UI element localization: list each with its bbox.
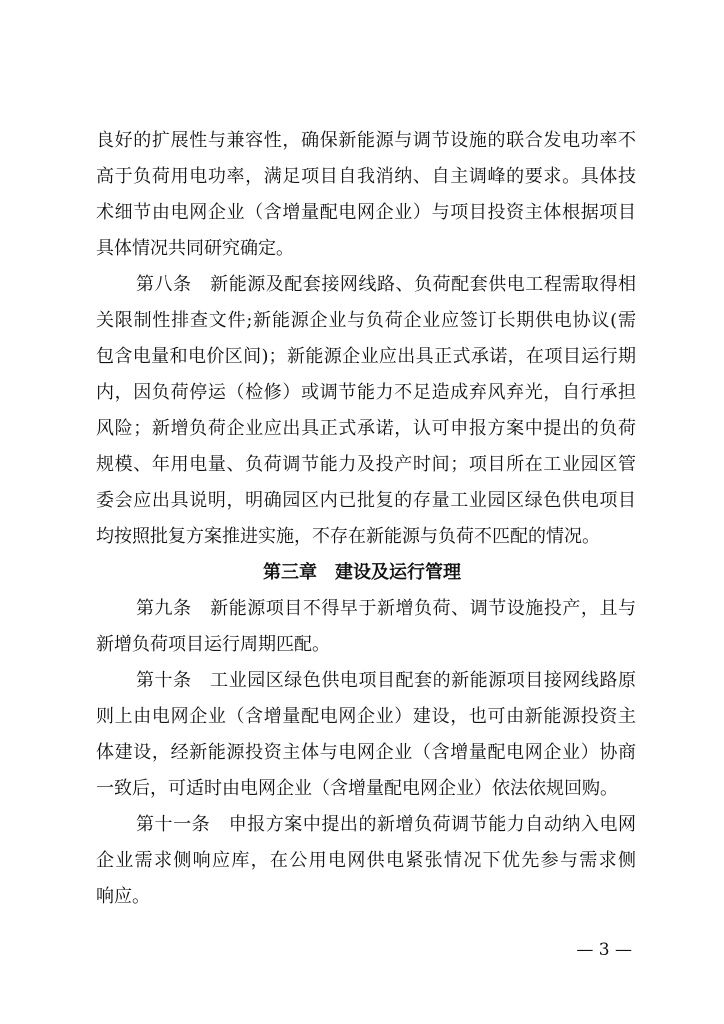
paragraph-line: 均按照批复方案推进实施，不存在新能源与负荷不匹配的情况。 <box>96 526 600 547</box>
article-9-first-line: 第九条 新能源项目不得早于新增负荷、调节设施投产，且与 <box>136 598 636 619</box>
paragraph-line: 良好的扩展性与兼容性，确保新能源与调节设施的联合发电功率不 <box>96 130 636 151</box>
paragraph-line: 术细节由电网企业（含增量配电网企业）与项目投资主体根据项目 <box>96 202 636 223</box>
paragraph-line: 企业需求侧响应库，在公用电网供电紧张情况下优先参与需求侧 <box>96 850 636 871</box>
paragraph-line: 内，因负荷停运（检修）或调节能力不足造成弃风弃光，自行承担 <box>96 382 636 403</box>
paragraph-line: 包含电量和电价区间)；新能源企业应出具正式承诺，在项目运行期 <box>96 346 636 367</box>
article-8-first-line: 第八条 新能源及配套接网线路、负荷配套供电工程需取得相 <box>136 274 636 295</box>
paragraph-line: 规模、年用电量、负荷调节能力及投产时间；项目所在工业园区管 <box>96 454 636 475</box>
paragraph-line: 高于负荷用电功率，满足项目自我消纳、自主调峰的要求。具体技 <box>96 166 636 187</box>
article-11-first-line: 第十一条 申报方案中提出的新增负荷调节能力自动纳入电网 <box>136 814 636 835</box>
chapter-heading: 第三章 建设及运行管理 <box>263 562 461 583</box>
page-number: — 3 — <box>576 940 632 960</box>
paragraph-line: 关限制性排查文件;新能源企业与负荷企业应签订长期供电协议(需 <box>96 310 636 331</box>
paragraph-line: 新增负荷项目运行周期匹配。 <box>96 634 330 655</box>
paragraph-line: 委会应出具说明，明确园区内已批复的存量工业园区绿色供电项目 <box>96 490 636 511</box>
paragraph-line: 具体情况共同研究确定。 <box>96 238 294 259</box>
paragraph-line: 则上由电网企业（含增量配电网企业）建设，也可由新能源投资主 <box>96 706 636 727</box>
paragraph-line: 响应。 <box>96 886 150 907</box>
article-10-first-line: 第十条 工业园区绿色供电项目配套的新能源项目接网线路原 <box>136 670 636 691</box>
paragraph-line: 体建设，经新能源投资主体与电网企业（含增量配电网企业）协商 <box>96 742 636 763</box>
paragraph-line: 风险；新增负荷企业应出具正式承诺，认可申报方案中提出的负荷 <box>96 418 636 439</box>
paragraph-line: 一致后，可适时由电网企业（含增量配电网企业）依法依规回购。 <box>96 778 618 799</box>
